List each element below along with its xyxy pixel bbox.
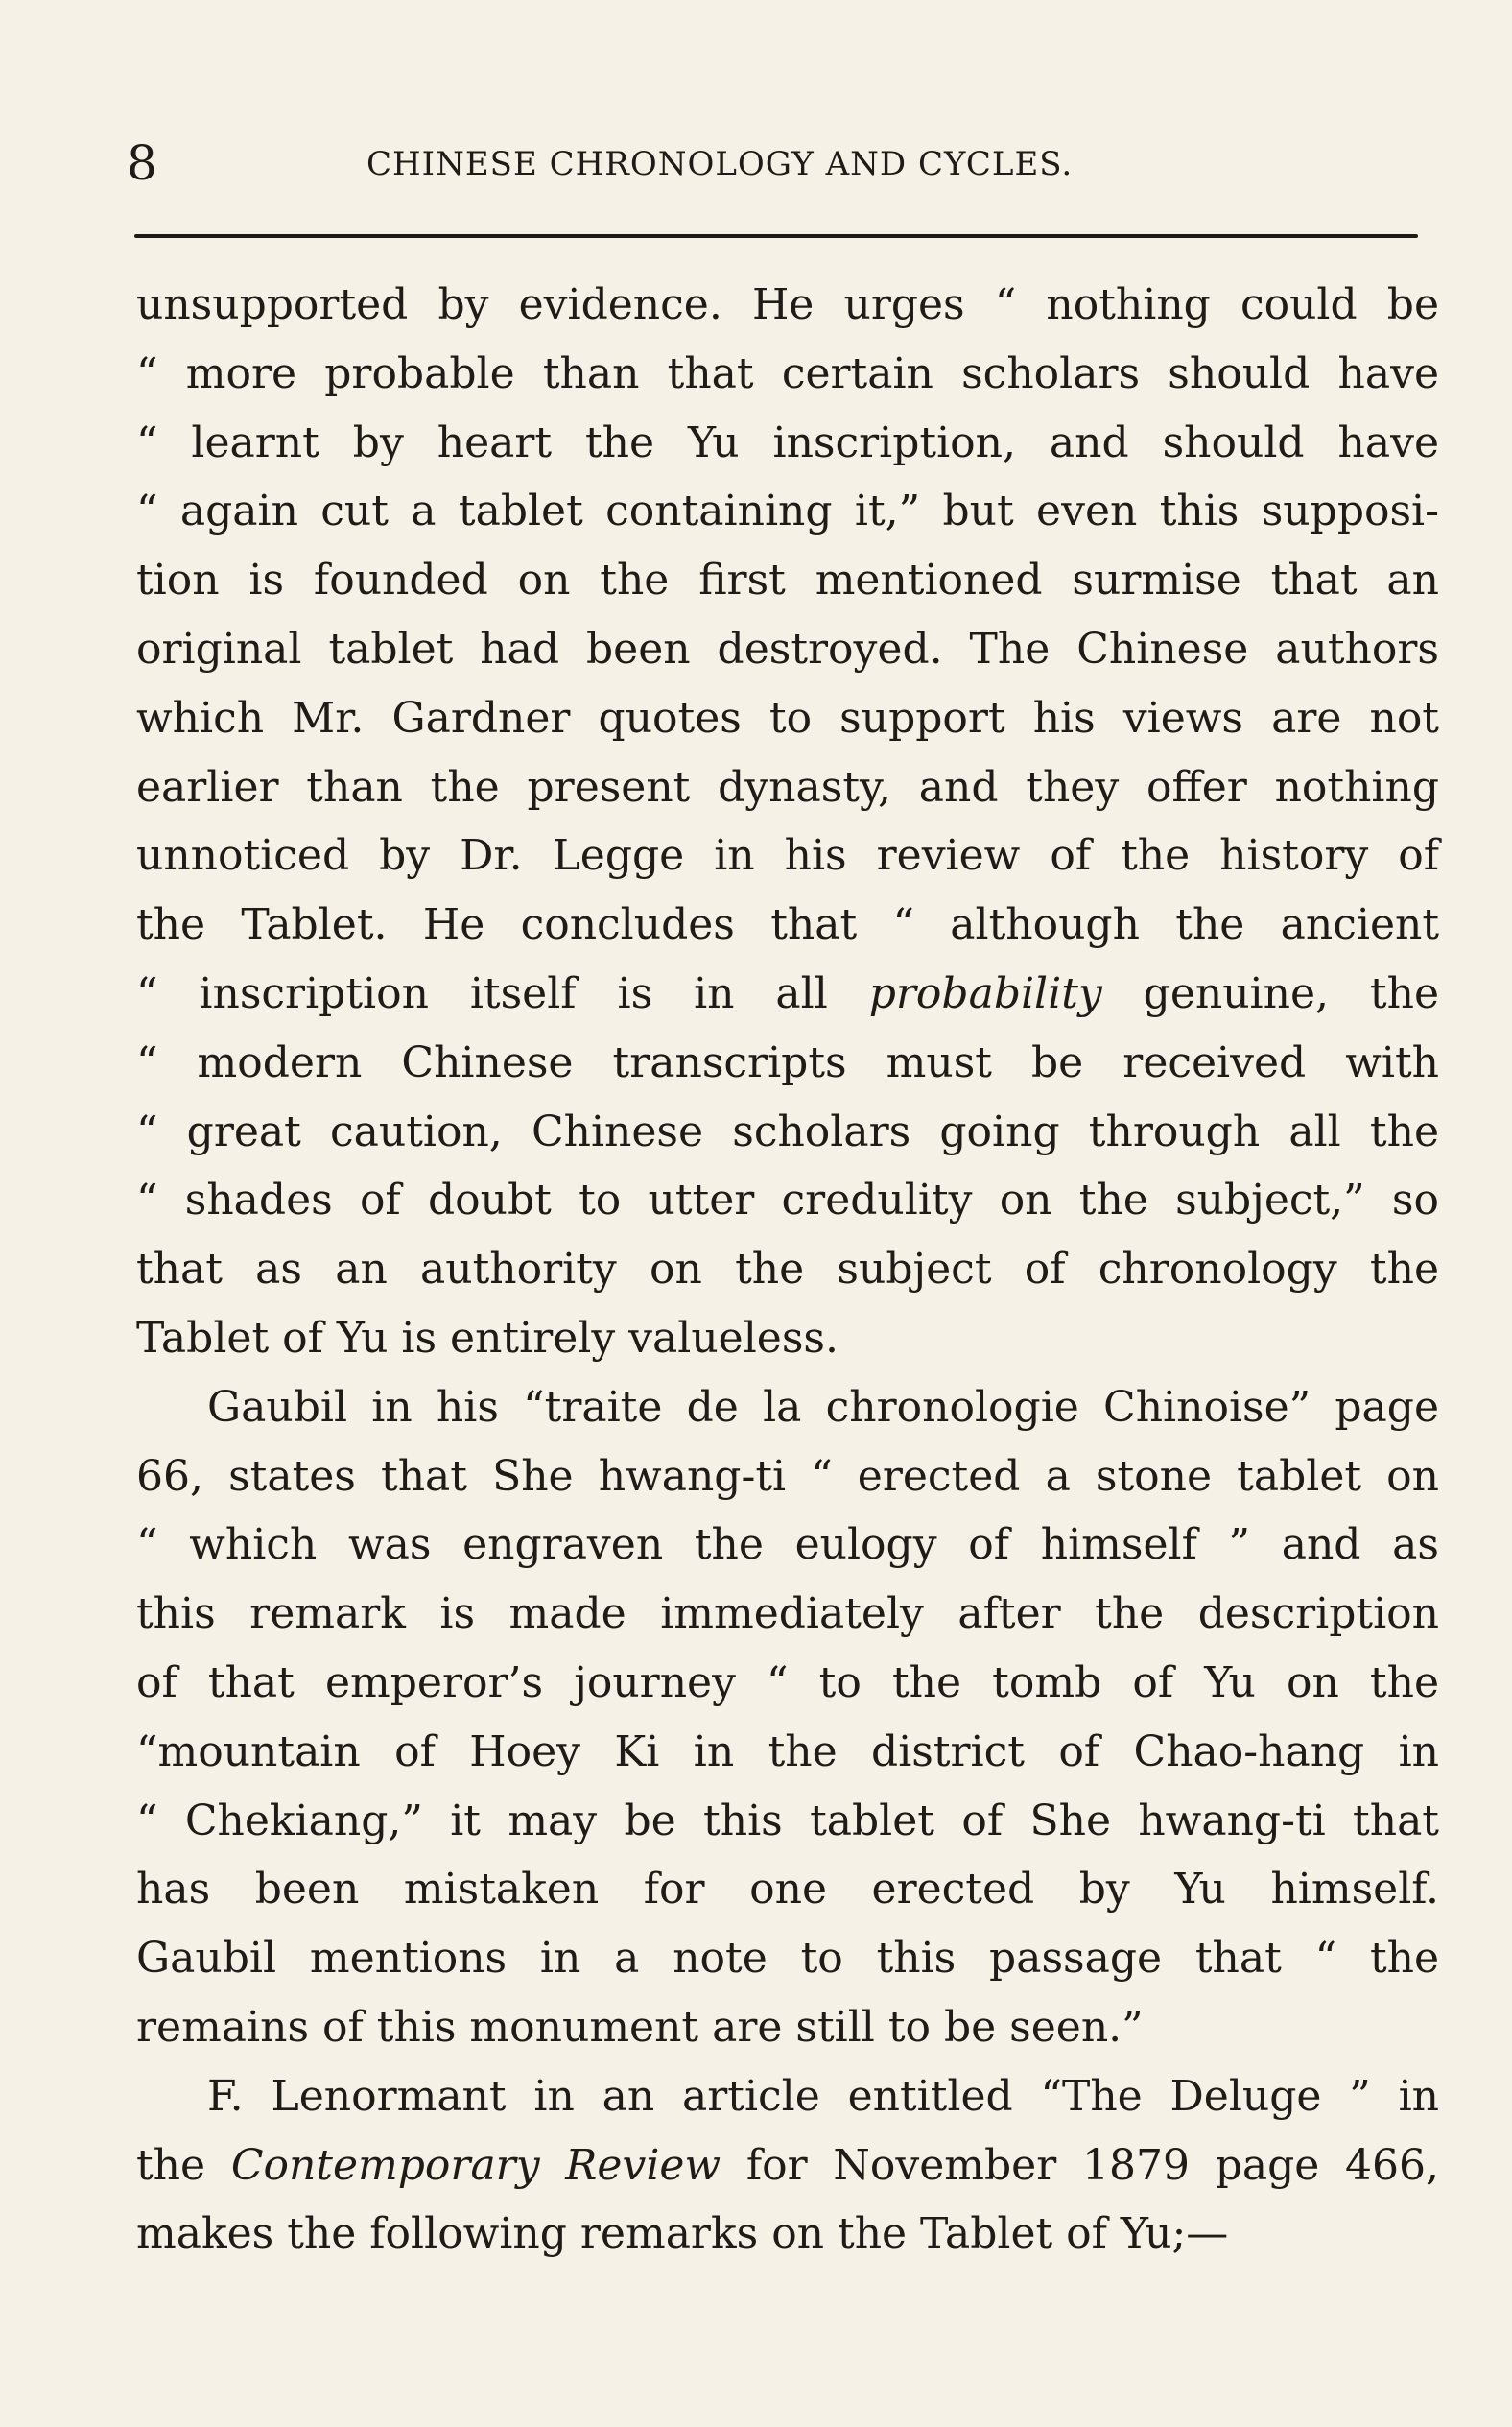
text-line: 66, states that She hwang-ti “ erected a stone tablet on xyxy=(136,1451,1439,1501)
text-line: original tablet had been destroyed. The Chinese authors xyxy=(136,624,1439,674)
italic-run: Contemporary Review xyxy=(230,2140,721,2190)
body-text xyxy=(136,271,1439,2269)
running-head xyxy=(127,134,1412,192)
text-line: remains of this monument are still to be seen.” xyxy=(136,2002,1144,2052)
text-line: which Mr. Gardner quotes to support his views are not xyxy=(136,693,1439,743)
text-line: “ modern Chinese transcripts must be received with xyxy=(136,1037,1439,1087)
text-run: for November 1879 page 466, xyxy=(721,2140,1440,2190)
text-line: “ great caution, Chinese scholars going through all the xyxy=(136,1106,1439,1156)
header-rule xyxy=(134,234,1418,238)
text-run: genuine, the xyxy=(1101,968,1439,1018)
text-line: has been mistaken for one erected by Yu himself. xyxy=(136,1865,1439,1915)
text-line: “mountain of Hoey Ki in the district of Chao-hang in xyxy=(136,1726,1439,1776)
text-line: Tablet of Yu is entirely valueless. xyxy=(136,1313,839,1363)
text-line: earlier than the present dynasty, and they offer nothing xyxy=(136,762,1439,812)
running-title: CHINESE CHRONOLOGY AND CYCLES. xyxy=(366,145,1074,183)
text-line: “ Chekiang,” it may be this tablet of She hwang-ti that xyxy=(136,1796,1439,1845)
text-line: makes the following remarks on the Tablet of Yu;— xyxy=(136,2209,1229,2259)
text-line: “ learnt by heart the Yu inscription, and should have xyxy=(136,417,1439,467)
text-run: “ inscription itself is in all xyxy=(136,968,869,1018)
text-line: the Tablet. He concludes that “ although the ancient xyxy=(136,900,1439,950)
text-line: Gaubil in his “traite de la chronologie Chinoise” page xyxy=(207,1382,1439,1432)
text-line: unnoticed by Dr. Legge in his review of the history of xyxy=(136,831,1439,881)
text-line: “ shades of doubt to utter credulity on the subject,” so xyxy=(136,1176,1439,1225)
page-number: 8 xyxy=(127,135,157,191)
text-line: that as an authority on the subject of chronology the xyxy=(136,1245,1439,1295)
text-line: “ which was engraven the eulogy of himself ” and as xyxy=(136,1520,1439,1570)
text-line xyxy=(136,960,1439,1029)
text-line xyxy=(136,2131,1439,2201)
text-line: tion is founded on the first mentioned surmise that an xyxy=(136,556,1439,606)
text-line: of that emperor’s journey “ to the tomb of Yu on the xyxy=(136,1657,1439,1707)
text-line: F. Lenormant in an article entitled “The Deluge ” in xyxy=(207,2071,1439,2121)
text-line: this remark is made immediately after the description xyxy=(136,1589,1439,1639)
text-run: the xyxy=(136,2140,231,2190)
text-line: unsupported by evidence. He urges “ nothing could be xyxy=(136,280,1439,329)
text-line: “ more probable than that certain scholars should have xyxy=(136,348,1439,398)
text-line: “ again cut a tablet containing it,” but even this supposi- xyxy=(136,487,1439,536)
text-line: Gaubil mentions in a note to this passage that “ the xyxy=(136,1934,1439,1984)
italic-run: probability xyxy=(868,968,1102,1018)
